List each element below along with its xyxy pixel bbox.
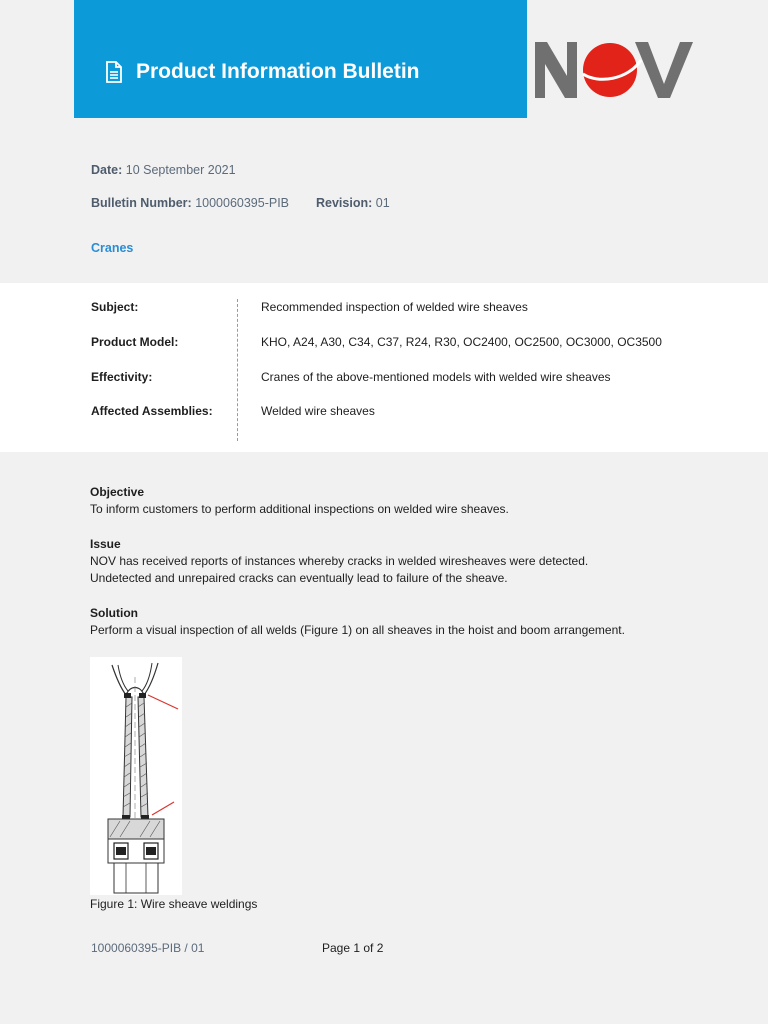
solution-section bbox=[90, 605, 625, 639]
category-label: Cranes bbox=[91, 241, 134, 255]
date-line bbox=[91, 163, 236, 177]
page-title: Product Information Bulletin bbox=[136, 60, 420, 83]
bulletin-line bbox=[91, 196, 289, 210]
revision-value: 01 bbox=[375, 196, 390, 210]
objective-section bbox=[90, 484, 509, 518]
bulletin-label: Bulletin Number: bbox=[91, 196, 192, 210]
footer-page-number: Page 1 of 2 bbox=[322, 941, 384, 955]
revision-line bbox=[316, 196, 390, 210]
sheave-drawing bbox=[90, 657, 182, 895]
info-label: Subject: bbox=[91, 300, 139, 314]
info-value: Cranes of the above-mentioned models with welded wire sheaves bbox=[261, 370, 611, 384]
bulletin-value: 1000060395-PIB bbox=[195, 196, 290, 210]
footer-doc-ref: 1000060395-PIB / 01 bbox=[91, 941, 205, 955]
date-label: Date: bbox=[91, 163, 123, 177]
section-heading: Solution bbox=[90, 606, 138, 620]
info-label: Affected Assemblies: bbox=[91, 404, 213, 418]
nov-logo bbox=[533, 40, 693, 100]
section-text: Undetected and unrepaired cracks can eventually lead to failure of the sheave. bbox=[90, 571, 508, 585]
info-table bbox=[0, 283, 768, 452]
revision-label: Revision: bbox=[316, 196, 373, 210]
section-heading: Objective bbox=[90, 485, 145, 499]
figure-caption: Figure 1: Wire sheave weldings bbox=[90, 897, 258, 911]
info-value: Welded wire sheaves bbox=[261, 404, 375, 418]
section-text: NOV has received reports of instances whereby cracks in welded wiresheaves were detected. bbox=[90, 554, 589, 568]
section-heading: Issue bbox=[90, 537, 121, 551]
section-text: Perform a visual inspection of all welds (Figure 1) on all sheaves in the hoist and boom arrangement. bbox=[90, 623, 625, 637]
info-value: Recommended inspection of welded wire sheaves bbox=[261, 300, 528, 314]
info-divider bbox=[237, 299, 238, 441]
info-label: Effectivity: bbox=[91, 370, 153, 384]
document-icon bbox=[104, 60, 124, 84]
info-value: KHO, A24, A30, C34, C37, R24, R30, OC2400, OC2500, OC3000, OC3500 bbox=[261, 335, 662, 349]
issue-section bbox=[90, 536, 588, 587]
header-banner bbox=[74, 0, 527, 118]
section-text: To inform customers to perform additional inspections on welded wire sheaves. bbox=[90, 502, 509, 516]
date-value: 10 September 2021 bbox=[125, 163, 236, 177]
info-label: Product Model: bbox=[91, 335, 179, 349]
